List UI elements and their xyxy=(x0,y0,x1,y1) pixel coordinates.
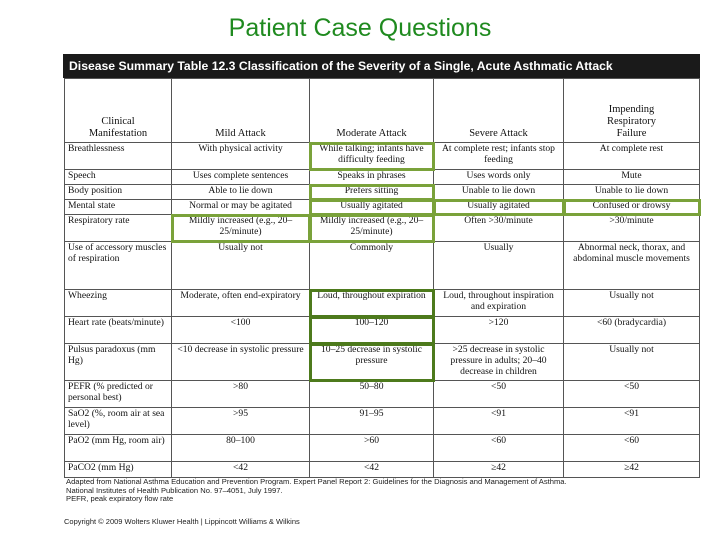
row-label: Mental state xyxy=(65,200,172,215)
column-header-severe: Severe Attack xyxy=(434,79,564,143)
row-label: Pulsus paradoxus (mm Hg) xyxy=(65,344,172,381)
severe-cell: ≥42 xyxy=(434,462,564,478)
row-label: PEFR (% predicted or personal best) xyxy=(65,381,172,408)
table-row xyxy=(65,462,700,478)
moderate-cell: 91–95 xyxy=(310,408,434,435)
mild-cell: Normal or may be agitated xyxy=(172,200,310,215)
failure-cell: Usually not xyxy=(564,344,700,381)
table-row xyxy=(65,381,700,408)
mild-cell: >80 xyxy=(172,381,310,408)
failure-cell: Mute xyxy=(564,170,700,185)
moderate-cell-highlighted: 10–25 decrease in systolic pressure xyxy=(310,344,434,381)
moderate-cell: Commonly xyxy=(310,242,434,290)
footnote-abbreviation: PEFR, peak expiratory flow rate xyxy=(66,494,174,504)
mild-cell: With physical activity xyxy=(172,143,310,170)
severe-cell: >120 xyxy=(434,317,564,344)
mild-cell: >95 xyxy=(172,408,310,435)
table-row xyxy=(65,317,700,344)
mild-cell: Moderate, often end-expiratory xyxy=(172,290,310,317)
mild-cell: Uses complete sentences xyxy=(172,170,310,185)
table-row xyxy=(65,344,700,381)
severe-cell-highlighted: Usually agitated xyxy=(434,200,564,215)
slide-title: Patient Case Questions xyxy=(228,14,492,42)
mild-cell: <10 decrease in systolic pressure xyxy=(172,344,310,381)
moderate-cell: <42 xyxy=(310,462,434,478)
failure-cell: <60 (bradycardia) xyxy=(564,317,700,344)
column-header-mild: Mild Attack xyxy=(172,79,310,143)
moderate-cell-highlighted: Mildly increased (e.g., 20–25/minute) xyxy=(310,215,434,242)
mild-cell: Able to lie down xyxy=(172,185,310,200)
failure-cell: <60 xyxy=(564,435,700,462)
footnote-publication: National Institutes of Health Publication No. 97–4051, July 1997. xyxy=(66,485,283,495)
row-label: Speech xyxy=(65,170,172,185)
row-label: Body position xyxy=(65,185,172,200)
failure-cell: At complete rest xyxy=(564,143,700,170)
failure-cell: Usually not xyxy=(564,290,700,317)
table-row xyxy=(65,408,700,435)
severe-cell: <50 xyxy=(434,381,564,408)
table-row xyxy=(65,242,700,290)
table-row xyxy=(65,185,700,200)
row-label: Wheezing xyxy=(65,290,172,317)
table-title: Disease Summary Table 12.3 Classification of the Severity of a Single, Acute Asthmatic Attack xyxy=(63,54,700,78)
mild-cell: <100 xyxy=(172,317,310,344)
column-header-failure: Impending Respiratory Failure xyxy=(564,79,700,143)
severe-cell: Often >30/minute xyxy=(434,215,564,242)
severe-cell: >25 decrease in systolic pressure in adults; 20–40 decrease in children xyxy=(434,344,564,381)
moderate-cell-highlighted: 100–120 xyxy=(310,317,434,344)
column-header-clinical: Clinical Manifestation xyxy=(65,79,172,143)
severe-cell: At complete rest; infants stop feeding xyxy=(434,143,564,170)
severe-cell: <60 xyxy=(434,435,564,462)
row-label: Breathlessness xyxy=(65,143,172,170)
failure-cell: Abnormal neck, thorax, and abdominal muscle movements xyxy=(564,242,700,290)
table-row xyxy=(65,143,700,170)
footnote-source: Adapted from National Asthma Education and Prevention Program. Expert Panel Report 2: Guidelines for the Diagnosis and Management of Asthma. xyxy=(66,477,567,486)
row-label: Use of accessory muscles of respiration xyxy=(65,242,172,290)
table-row xyxy=(65,170,700,185)
failure-cell: >30/minute xyxy=(564,215,700,242)
row-label: PaCO2 (mm Hg) xyxy=(65,462,172,478)
table-footnote xyxy=(66,478,696,504)
mild-cell-highlighted: Mildly increased (e.g., 20–25/minute) xyxy=(172,215,310,242)
mild-cell: <42 xyxy=(172,462,310,478)
failure-cell: <50 xyxy=(564,381,700,408)
moderate-cell-highlighted: Loud, throughout expiration xyxy=(310,290,434,317)
table-row xyxy=(65,435,700,462)
moderate-cell-highlighted: While talking; infants have difficulty feeding xyxy=(310,143,434,170)
severity-table xyxy=(64,78,700,478)
moderate-cell: 50–80 xyxy=(310,381,434,408)
moderate-cell-highlighted: Usually agitated xyxy=(310,200,434,215)
table-row xyxy=(65,200,700,215)
failure-cell: <91 xyxy=(564,408,700,435)
disease-summary-table-panel xyxy=(63,54,700,478)
copyright-notice: Copyright © 2009 Wolters Kluwer Health | Lippincott Williams & Wilkins xyxy=(64,517,300,526)
failure-cell-highlighted: Confused or drowsy xyxy=(564,200,700,215)
table-row xyxy=(65,215,700,242)
failure-cell: Unable to lie down xyxy=(564,185,700,200)
column-header-moderate: Moderate Attack xyxy=(310,79,434,143)
severe-cell: <91 xyxy=(434,408,564,435)
severe-cell: Loud, throughout inspiration and expiration xyxy=(434,290,564,317)
table-row xyxy=(65,290,700,317)
severe-cell: Unable to lie down xyxy=(434,185,564,200)
row-label: Respiratory rate xyxy=(65,215,172,242)
moderate-cell: >60 xyxy=(310,435,434,462)
row-label: PaO2 (mm Hg, room air) xyxy=(65,435,172,462)
severe-cell: Usually xyxy=(434,242,564,290)
moderate-cell-highlighted: Prefers sitting xyxy=(310,185,434,200)
severe-cell: Uses words only xyxy=(434,170,564,185)
failure-cell: ≥42 xyxy=(564,462,700,478)
row-label: Heart rate (beats/minute) xyxy=(65,317,172,344)
row-label: SaO2 (%, room air at sea level) xyxy=(65,408,172,435)
moderate-cell: Speaks in phrases xyxy=(310,170,434,185)
mild-cell: 80–100 xyxy=(172,435,310,462)
mild-cell: Usually not xyxy=(172,242,310,290)
